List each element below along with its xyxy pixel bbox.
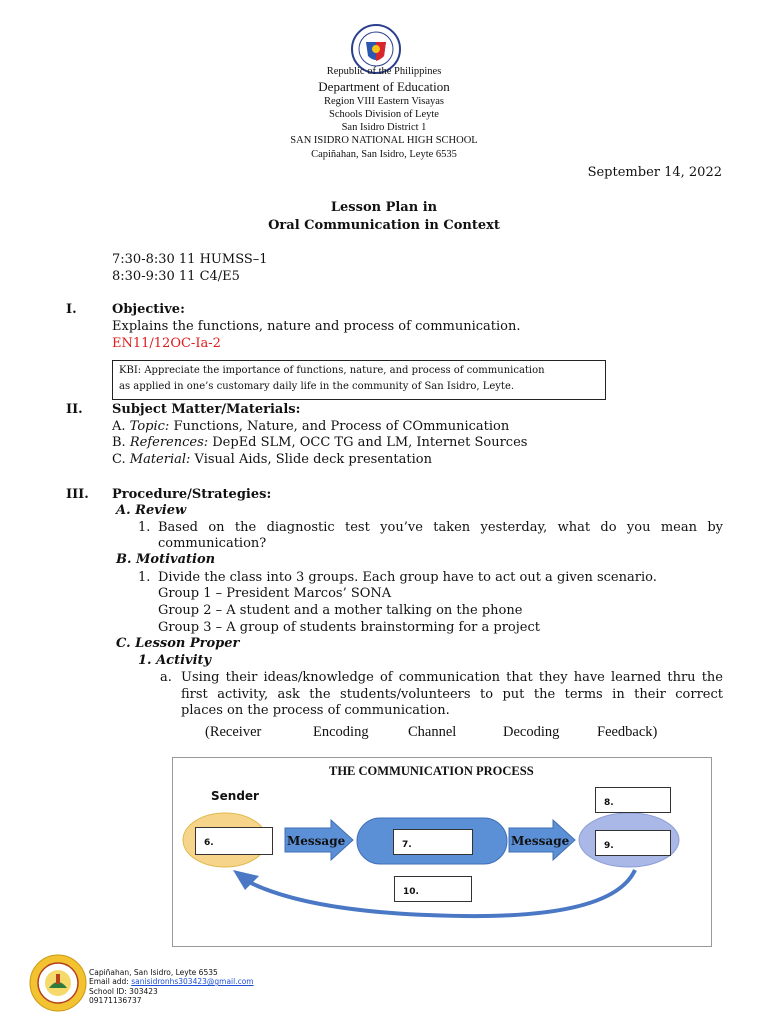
- motivation-item-number: 1.: [138, 570, 151, 585]
- subject-number: II.: [66, 402, 83, 417]
- procedure-heading: Procedure/Strategies:: [112, 487, 272, 502]
- header-line-department: Department of Education: [318, 79, 450, 94]
- group-3: Group 3 – A group of students brainstorming for a project: [158, 620, 540, 635]
- schedule-1: 7:30-8:30 11 HUMSS–1: [112, 252, 268, 267]
- activity-line3: places on the process of communication.: [181, 703, 450, 718]
- kbi-line2: as applied in one’s customary daily life in the community of San Isidro, Leyte.: [119, 381, 515, 392]
- review-item-number: 1.: [138, 520, 151, 535]
- sender-label: Sender: [211, 789, 259, 803]
- group-1: Group 1 – President Marcos’ SONA: [158, 586, 392, 601]
- answer-box-9[interactable]: 9.: [595, 830, 671, 856]
- answer-box-10[interactable]: 10.: [394, 876, 472, 902]
- activity-line2: first activity, ask the students/volunteers to put the terms in their correct: [181, 687, 723, 702]
- term-receiver: (Receiver: [205, 724, 262, 740]
- subject-c-label: C.: [112, 452, 126, 467]
- group-2: Group 2 – A student and a mother talking on the phone: [158, 603, 523, 618]
- school-seal-logo: [29, 954, 87, 1012]
- procedure-number: III.: [66, 487, 89, 502]
- motivation-item: Divide the class into 3 groups. Each group have to act out a given scenario.: [158, 570, 657, 585]
- answer-box-8[interactable]: 8.: [595, 787, 671, 813]
- header-line-address: Capiñahan, San Isidro, Leyte 6535: [311, 149, 457, 160]
- header-line-division: Schools Division of Leyte: [329, 109, 439, 120]
- subject-a-label: A.: [112, 419, 126, 434]
- subject-material: [112, 451, 432, 468]
- term-channel: Channel: [408, 724, 457, 740]
- subject-heading: Subject Matter/Materials:: [112, 402, 301, 417]
- kbi-box: [112, 360, 606, 400]
- review-heading: A. Review: [116, 503, 187, 518]
- subject-a-value: Functions, Nature, and Process of COmmunication: [169, 419, 510, 434]
- footer-school-id: School ID: 303423: [89, 987, 158, 996]
- footer-phone: 09171136737: [89, 996, 142, 1005]
- activity-item-letter: a.: [160, 670, 172, 685]
- kbi-line1: KBI: Appreciate the importance of functions, nature, and process of communication: [119, 365, 545, 376]
- subject-topic: [112, 418, 509, 435]
- lesson-proper-heading: C. Lesson Proper: [116, 636, 240, 651]
- header-line-district: San Isidro District 1: [341, 122, 427, 133]
- objective-heading: Objective:: [112, 302, 185, 317]
- diagram-title: THE COMMUNICATION PROCESS: [329, 764, 534, 778]
- header-line-region: Region VIII Eastern Visayas: [324, 96, 444, 107]
- subject-b-value: DepEd SLM, OCC TG and LM, Internet Sources: [208, 435, 528, 450]
- footer-email-line: [89, 977, 254, 986]
- activity-heading: 1. Activity: [138, 653, 212, 668]
- schedule-2: 8:30-9:30 11 C4/E5: [112, 269, 240, 284]
- motivation-heading: B. Motivation: [116, 552, 216, 567]
- header-line-republic: Republic of the Philippines: [326, 66, 442, 77]
- subject-b-label: B.: [112, 435, 126, 450]
- footer-address: Capiñahan, San Isidro, Leyte 6535: [89, 968, 218, 977]
- term-encoding: Encoding: [313, 724, 369, 740]
- subject-c-key: Material:: [129, 452, 191, 467]
- answer-box-7[interactable]: 7.: [393, 829, 473, 855]
- competency-code: EN11/12OC-Ia-2: [112, 336, 221, 351]
- subject-c-value: Visual Aids, Slide deck presentation: [190, 452, 432, 467]
- term-feedback: Feedback): [597, 724, 658, 740]
- objective-text: Explains the functions, nature and process of communication.: [112, 319, 521, 334]
- lesson-date: September 14, 2022: [587, 165, 722, 180]
- answer-box-6[interactable]: 6.: [195, 827, 273, 855]
- subject-b-key: References:: [129, 435, 209, 450]
- activity-line1: Using their ideas/knowledge of communication that they have learned thru the: [181, 670, 723, 685]
- subject-a-key: Topic:: [129, 419, 170, 434]
- objective-number: I.: [66, 302, 77, 317]
- communication-process-diagram: [172, 757, 712, 947]
- title-line1: Lesson Plan in: [330, 200, 438, 215]
- title-line2: Oral Communication in Context: [268, 218, 500, 233]
- message-label-1: Message: [287, 834, 346, 848]
- subject-references: [112, 434, 527, 451]
- header-line-school: SAN ISIDRO NATIONAL HIGH SCHOOL: [290, 135, 478, 146]
- footer-email-link[interactable]: sanisidronhs303423@gmail.com: [131, 977, 254, 986]
- term-decoding: Decoding: [503, 724, 560, 740]
- review-item-line1: Based on the diagnostic test you’ve taken yesterday, what do you mean by: [158, 520, 723, 535]
- review-item-line2: communication?: [158, 536, 267, 551]
- message-label-2: Message: [511, 834, 570, 848]
- footer-email-label: Email add:: [89, 977, 132, 986]
